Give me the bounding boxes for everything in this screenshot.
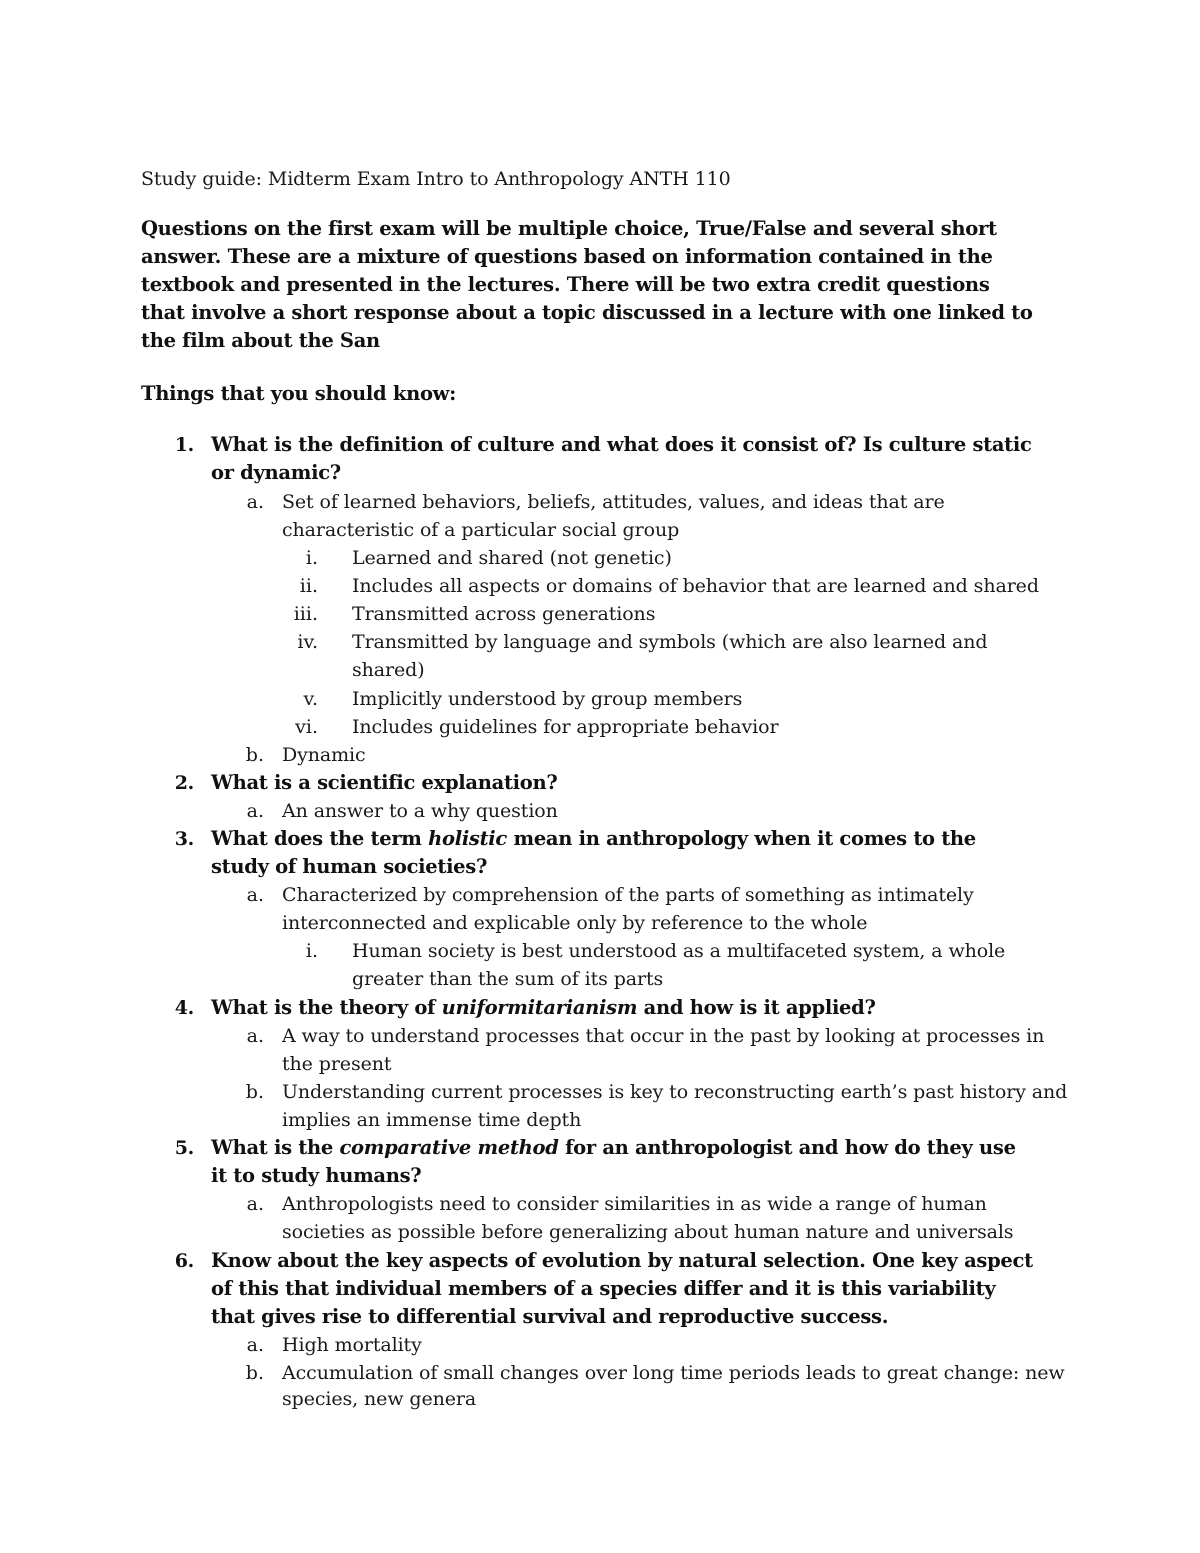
- intro-line-5: the film about the San: [141, 329, 380, 352]
- q1-sub-2-text: Includes all aspects or domains of behavior that are learned and shared: [352, 575, 1039, 597]
- q1-sub-4-text-2: shared): [352, 659, 425, 681]
- q1-number: 1.: [174, 434, 194, 456]
- document-title: Study guide: Midterm Exam Intro to Anthropology ANTH 110: [141, 168, 731, 190]
- q3-number: 3.: [174, 828, 194, 850]
- q5-a-line-1: Anthropologists need to consider similarities in as wide a range of human: [282, 1193, 987, 1215]
- q6-b-line-1: Accumulation of small changes over long time periods leads to great change: new: [282, 1362, 1065, 1384]
- q1-sub-1-marker: i.: [305, 547, 318, 569]
- q5-term-comparative-method: comparative method: [339, 1136, 559, 1159]
- q1-sub-4-text: Transmitted by language and symbols (which are also learned and: [352, 631, 988, 653]
- q1-sub-1-text: Learned and shared (not genetic): [352, 547, 672, 569]
- q3-a-marker: a.: [246, 884, 264, 906]
- q5-line-2: it to study humans?: [211, 1164, 422, 1187]
- intro-line-1: Questions on the first exam will be multiple choice, True/False and several short: [141, 217, 997, 240]
- q1-a-line-1: Set of learned behaviors, beliefs, attitudes, values, and ideas that are: [282, 491, 945, 513]
- q4-term-uniformitarianism: uniformitarianism: [441, 996, 638, 1019]
- q1-b-text: Dynamic: [282, 744, 366, 766]
- q5-line-1: [211, 1134, 1016, 1162]
- q5-pre: What is the: [211, 1136, 340, 1159]
- q2-number: 2.: [174, 772, 194, 794]
- q2-a-marker: a.: [246, 800, 264, 822]
- q6-b-line-2: species, new genera: [282, 1388, 477, 1410]
- q4-line-1: [211, 994, 876, 1022]
- things-heading: Things that you should know:: [141, 382, 457, 405]
- q4-b-marker: b.: [245, 1081, 264, 1103]
- q6-line-3: that gives rise to differential survival and reproductive success.: [211, 1305, 889, 1328]
- q1-sub-5-marker: v.: [303, 688, 318, 710]
- q4-b-line-1: Understanding current processes is key to reconstructing earth’s past history and: [282, 1081, 1068, 1103]
- q3-term-holistic: holistic: [428, 827, 507, 850]
- q4-a-line-1: A way to understand processes that occur in the past by looking at processes in: [282, 1025, 1045, 1047]
- q6-line-2: of this that individual members of a species differ and it is this variability: [211, 1277, 996, 1300]
- q3-line-1: [211, 825, 976, 853]
- q1-line-1: What is the definition of culture and what does it consist of? Is culture static: [211, 433, 1032, 456]
- q4-a-marker: a.: [246, 1025, 264, 1047]
- intro-line-3: textbook and presented in the lectures. There will be two extra credit questions: [141, 273, 990, 296]
- q4-number: 4.: [174, 997, 194, 1019]
- q6-a-marker: a.: [246, 1334, 264, 1356]
- q5-a-line-2: societies as possible before generalizing about human nature and universals: [282, 1221, 1014, 1243]
- q1-b-marker: b.: [245, 744, 264, 766]
- q1-sub-6-text: Includes guidelines for appropriate behavior: [352, 716, 779, 738]
- q2-line-1: What is a scientific explanation?: [211, 771, 558, 794]
- q5-a-marker: a.: [246, 1193, 264, 1215]
- q3-i-line-1: Human society is best understood as a multifaceted system, a whole: [352, 940, 1006, 962]
- intro-line-2: answer. These are a mixture of questions based on information contained in the: [141, 245, 993, 268]
- q3-a-line-2: interconnected and explicable only by reference to the whole: [282, 912, 868, 934]
- q6-a-text: High mortality: [282, 1334, 422, 1356]
- q3-i-marker: i.: [305, 940, 318, 962]
- q3-line-2: study of human societies?: [211, 855, 488, 878]
- q1-sub-5-text: Implicitly understood by group members: [352, 688, 743, 710]
- q3-post: mean in anthropology when it comes to the: [507, 827, 976, 850]
- q1-sub-6-marker: vi.: [295, 716, 318, 738]
- q1-sub-3-text: Transmitted across generations: [352, 603, 656, 625]
- q3-pre: What does the term: [211, 827, 429, 850]
- q4-a-line-2: the present: [282, 1053, 392, 1075]
- q6-line-1: Know about the key aspects of evolution by natural selection. One key aspect: [211, 1249, 1033, 1272]
- q5-post: for an anthropologist and how do they use: [558, 1136, 1016, 1159]
- q1-sub-2-marker: ii.: [299, 575, 318, 597]
- q3-a-line-1: Characterized by comprehension of the parts of something as intimately: [282, 884, 974, 906]
- q1-sub-4-marker: iv.: [297, 631, 318, 653]
- q1-line-2: or dynamic?: [211, 461, 341, 484]
- q1-a-line-2: characteristic of a particular social group: [282, 519, 680, 541]
- q3-i-line-2: greater than the sum of its parts: [352, 968, 664, 990]
- q5-number: 5.: [174, 1137, 194, 1159]
- q2-a-text: An answer to a why question: [282, 800, 558, 822]
- q4-pre: What is the theory of: [211, 996, 442, 1019]
- q1-sub-3-marker: iii.: [293, 603, 318, 625]
- intro-line-4: that involve a short response about a topic discussed in a lecture with one linked to: [141, 301, 1033, 324]
- q6-number: 6.: [174, 1250, 194, 1272]
- q1-a-marker: a.: [246, 491, 264, 513]
- q4-b-line-2: implies an immense time depth: [282, 1109, 582, 1131]
- q4-post: and how is it applied?: [637, 996, 876, 1019]
- q6-b-marker: b.: [245, 1362, 264, 1384]
